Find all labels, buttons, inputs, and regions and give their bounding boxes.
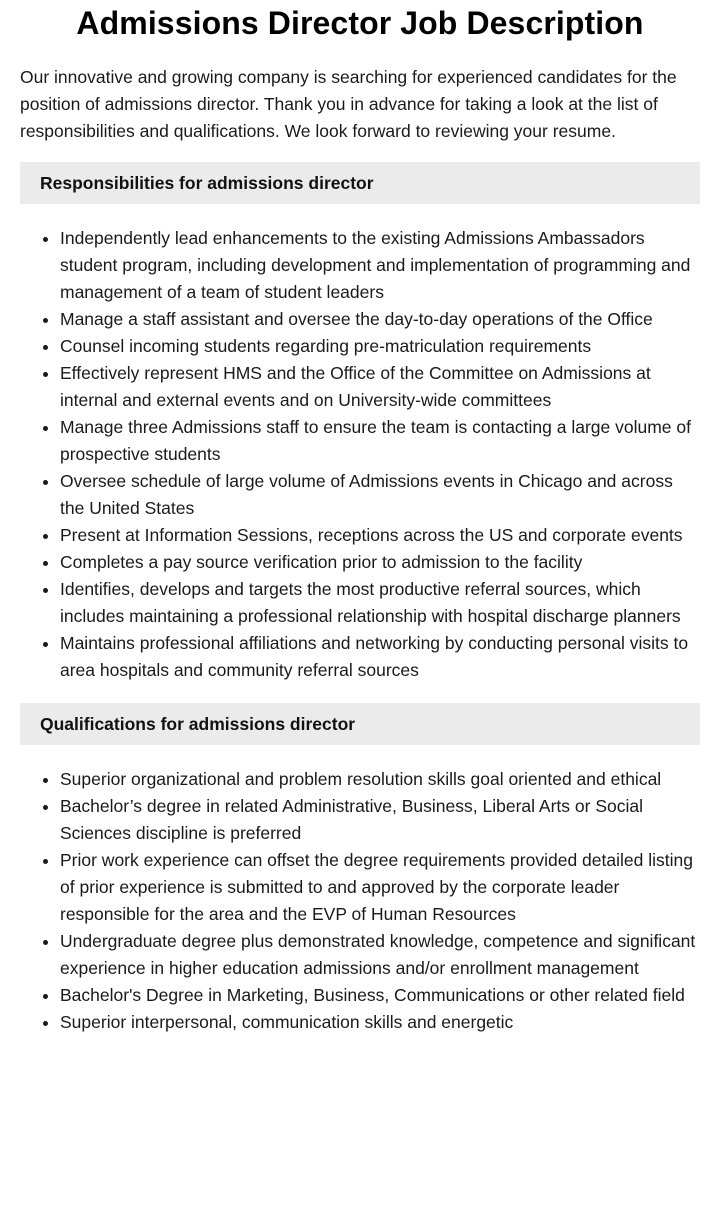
list-item: • Prior work experience can offset the degree requirements provided detailed listing of prior experience is submitted to and approved by the corporate leader responsible for the area and the EVP of Human Resources [60,847,700,928]
list-item: • Present at Information Sessions, receptions across the US and corporate events [60,522,700,549]
list-item: • Bachelor's Degree in Marketing, Business, Communications or other related field [60,982,700,1009]
qualifications-heading: Qualifications for admissions director [20,703,700,745]
list-item: • Oversee schedule of large volume of Admissions events in Chicago and across the United States [60,468,700,522]
responsibilities-list [20,225,700,684]
list-item: • Manage a staff assistant and oversee the day-to-day operations of the Office [60,306,700,333]
list-item: • Independently lead enhancements to the existing Admissions Ambassadors student program, including development and implementation of programming and management of a team of student leaders [60,225,700,306]
page-title: Admissions Director Job Description [76,5,644,41]
list-item: • Bachelor’s degree in related Administrative, Business, Liberal Arts or Social Sciences discipline is preferred [60,793,700,847]
list-item: • Effectively represent HMS and the Office of the Committee on Admissions at internal and external events and on University-wide committees [60,360,700,414]
list-item: • Undergraduate degree plus demonstrated knowledge, competence and significant experience in higher education admissions and/or enrollment management [60,928,700,982]
qualifications-list [20,766,700,1036]
list-item: • Identifies, develops and targets the most productive referral sources, which includes maintaining a professional relationship with hospital discharge planners [60,576,700,630]
list-item: • Maintains professional affiliations and networking by conducting personal visits to area hospitals and community referral sources [60,630,700,684]
list-item: • Counsel incoming students regarding pre-matriculation requirements [60,333,700,360]
list-item: • Superior interpersonal, communication skills and energetic [60,1009,700,1036]
intro-paragraph: Our innovative and growing company is searching for experienced candidates for the position of admissions director. Thank you in advance for taking a look at the list of responsibilities and qualifications. We look forward to reviewing your resume. [20,67,677,141]
responsibilities-heading: Responsibilities for admissions director [20,162,700,204]
list-item: • Manage three Admissions staff to ensure the team is contacting a large volume of prospective students [60,414,700,468]
list-item: • Superior organizational and problem resolution skills goal oriented and ethical [60,766,700,793]
list-item: • Completes a pay source verification prior to admission to the facility [60,549,700,576]
